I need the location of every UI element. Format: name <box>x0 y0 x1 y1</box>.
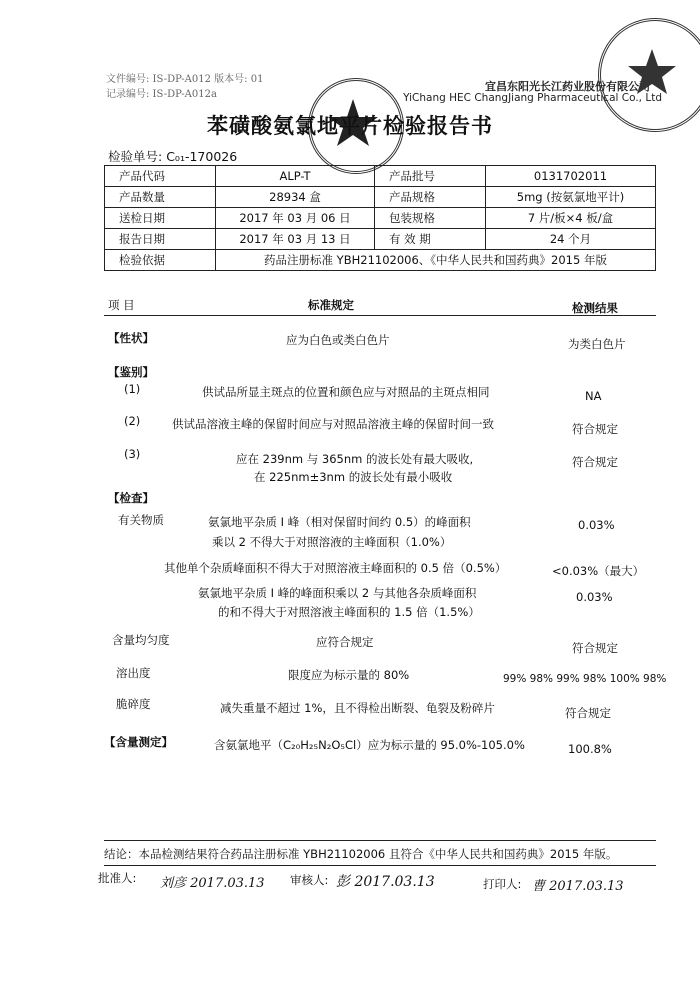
code-label: 产品代码 <box>105 166 216 187</box>
conclusion-divider-bottom <box>104 865 656 866</box>
content-uniformity-standard: 应符合规定 <box>316 635 374 649</box>
dissolution-standard: 限度应为标示量的 80% <box>288 668 410 682</box>
dissolution-result: 99% 98% 99% 98% 100% 98% <box>503 673 667 685</box>
report-title: 苯磺酸氨氯地平片检验报告书 <box>207 114 493 138</box>
validity-label: 有 效 期 <box>375 229 486 250</box>
spec-value: 5mg (按氨氯地平计) <box>486 187 656 208</box>
assay-result: 100.8% <box>568 742 612 756</box>
document-codes <box>106 72 263 102</box>
table-row <box>105 187 656 208</box>
basis-value: 药品注册标准 YBH21102006、《中华人民共和国药典》2015 年版 <box>216 250 656 271</box>
company-name-en: YiChang HEC ChangJiang Pharmaceutical Co., Ltd <box>403 92 662 104</box>
rel1-result: 0.03% <box>578 518 615 532</box>
friability-label: 脆碎度 <box>116 697 151 711</box>
id3-standard-line2: 在 225nm±3nm 的波长处有最小吸收 <box>254 470 453 484</box>
pack-label: 包装规格 <box>375 208 486 229</box>
table-row <box>105 166 656 187</box>
rel3-result: 0.03% <box>576 590 613 604</box>
id2-number: (2) <box>124 414 141 428</box>
qty-label: 产品数量 <box>105 187 216 208</box>
qty-value: 28934 盒 <box>216 187 375 208</box>
section-identification: 【鉴别】 <box>108 365 154 379</box>
column-standard: 标准规定 <box>308 298 354 312</box>
batch-label: 产品批号 <box>375 166 486 187</box>
conclusion: 结论：本品检测结果符合药品注册标准 YBH21102006 且符合《中华人民共和国药典》2015 年版。 <box>104 847 618 861</box>
company-name-cn: 宜昌东阳光长江药业股份有限公司 <box>485 80 650 93</box>
printer-label: 打印人: <box>483 877 522 891</box>
code-value: ALP-T <box>216 166 375 187</box>
column-result: 检测结果 <box>572 301 618 315</box>
friability-result: 符合规定 <box>565 706 611 720</box>
rel1-standard-line1: 氨氯地平杂质 I 峰（相对保留时间约 0.5）的峰面积 <box>208 515 471 529</box>
star-icon <box>601 21 700 123</box>
send-date-value: 2017 年 03 月 06 日 <box>216 208 375 229</box>
report-number <box>108 147 237 165</box>
basis-label: 检验依据 <box>105 250 216 271</box>
record-number: 记录编号: IS-DP-A012a <box>106 89 217 100</box>
send-date-label: 送检日期 <box>105 208 216 229</box>
section-character: 【性状】 <box>108 331 154 345</box>
id2-result: 符合规定 <box>572 422 618 436</box>
id3-result: 符合规定 <box>572 455 618 469</box>
content-uniformity-result: 符合规定 <box>572 641 618 655</box>
rel2-result: <0.03%（最大） <box>552 564 645 578</box>
header-divider <box>104 315 656 316</box>
id3-standard-line1: 应在 239nm 与 365nm 的波长处有最大吸收, <box>236 452 474 466</box>
validity-value: 24 个月 <box>486 229 656 250</box>
related-substances-label: 有关物质 <box>118 513 164 527</box>
id1-standard: 供试品所显主斑点的位置和颜色应与对照品的主斑点相同 <box>202 385 490 399</box>
assay-standard: 含氨氯地平（C₂₀H₂₅N₂O₅Cl）应为标示量的 95.0%-105.0% <box>214 738 525 752</box>
product-info-table <box>104 165 656 271</box>
dissolution-label: 溶出度 <box>116 666 151 680</box>
approver-label: 批准人: <box>98 871 137 885</box>
pack-value: 7 片/板×4 板/盒 <box>486 208 656 229</box>
rel3-standard-line1: 氨氯地平杂质 I 峰的峰面积乘以 2 与其他各杂质峰面积 <box>198 586 477 600</box>
section-inspection: 【检查】 <box>108 491 154 505</box>
character-standard: 应为白色或类白色片 <box>286 333 390 347</box>
rel1-standard-line2: 乘以 2 不得大于对照溶液的主峰面积（1.0%） <box>212 535 452 549</box>
reviewer-label: 审核人: <box>290 873 329 887</box>
content-uniformity-label: 含量均匀度 <box>112 633 170 647</box>
friability-standard: 减失重量不超过 1%，且不得检出断裂、龟裂及粉碎片 <box>220 701 495 715</box>
id1-number: (1) <box>124 382 141 396</box>
report-date-value: 2017 年 03 月 13 日 <box>216 229 375 250</box>
doc-number: 文件编号: IS-DP-A012 版本号: 01 <box>106 74 264 85</box>
approver-signature: 刘彦 2017.03.13 <box>160 876 265 891</box>
report-number-value: C₀₁-170026 <box>166 149 238 164</box>
id2-standard: 供试品溶液主峰的保留时间应与对照品溶液主峰的保留时间一致 <box>172 417 494 431</box>
report-number-label: 检验单号: <box>108 149 163 164</box>
character-result: 为类白色片 <box>568 337 626 351</box>
printer-signature: 曹 2017.03.13 <box>532 879 624 894</box>
spec-label: 产品规格 <box>375 187 486 208</box>
batch-value: 0131702011 <box>486 166 656 187</box>
column-item: 项 目 <box>108 298 135 312</box>
rel2-standard: 其他单个杂质峰面积不得大于对照溶液主峰面积的 0.5 倍（0.5%） <box>164 561 507 575</box>
report-date-label: 报告日期 <box>105 229 216 250</box>
id3-number: (3) <box>124 447 141 461</box>
conclusion-divider-top <box>104 840 656 841</box>
section-assay: 【含量测定】 <box>104 735 173 749</box>
reviewer-signature: 彭 2017.03.13 <box>336 874 435 890</box>
rel3-standard-line2: 的和不得大于对照溶液主峰面积的 1.5 倍（1.5%） <box>218 605 480 619</box>
id1-result: NA <box>585 389 602 403</box>
table-row <box>105 250 656 271</box>
table-row <box>105 208 656 229</box>
table-row <box>105 229 656 250</box>
